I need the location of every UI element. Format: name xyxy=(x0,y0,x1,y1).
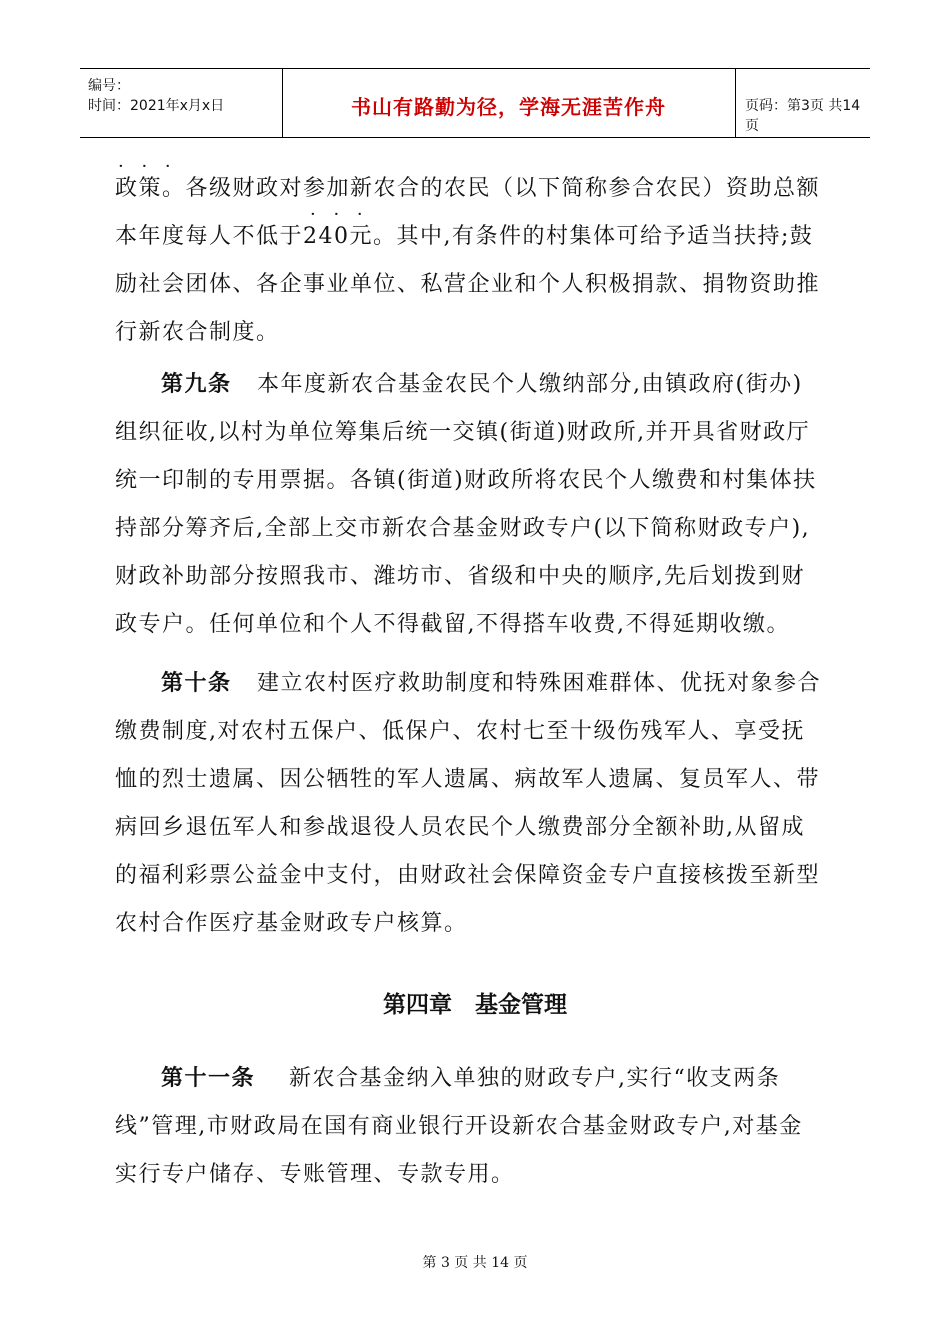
text-line: 实行专户储存、专账管理、专款专用。 xyxy=(115,1162,515,1187)
text-line: 建立农村医疗救助制度和特殊困难群体、优抚对象参合 xyxy=(257,671,822,696)
text-line: 政策。各级财政对参加新农合的农民（以下简称参合农民）资助总额 xyxy=(115,176,821,201)
article-11-label: 第十一条 xyxy=(161,1066,256,1091)
chapter-heading: 第四章 基金管理 xyxy=(383,992,567,1018)
text-line: 农村合作医疗基金财政专户核算。 xyxy=(115,911,468,936)
text-line: 的福利彩票公益金中支付，由财政社会保障资金专户直接核拨至新型 xyxy=(115,863,821,888)
text-line: 政专户。任何单位和个人不得截留,不得搭车收费,不得延期收缴。 xyxy=(115,612,790,637)
text-line: 持部分筹齐后,全部上交市新农合基金财政专户(以下简称财政专户), xyxy=(115,516,811,541)
text-line: 本年度每人不低于240元。其中,有条件的村集体可给予适当扶持;鼓 xyxy=(115,224,814,249)
article-11-first-line xyxy=(115,1055,835,1103)
article-9-first-line xyxy=(115,361,835,409)
article-10-first-line xyxy=(115,660,835,708)
document-number-label: 编号： xyxy=(88,78,130,94)
article-11 xyxy=(115,1055,835,1199)
text-line: 行新农合制度。 xyxy=(115,320,280,345)
article-10 xyxy=(115,660,835,948)
page-footer: 第 3 页 共 14 页 xyxy=(422,1255,528,1271)
text-line: 新农合基金纳入单独的财政专户,实行“收支两条 xyxy=(289,1066,781,1091)
text-line: 统一印制的专用票据。各镇(街道)财政所将农民个人缴费和村集体扶 xyxy=(115,468,817,493)
document-header xyxy=(80,68,870,138)
text-line: 缴费制度,对农村五保户、低保户、农村七至十级伤残军人、享受抚 xyxy=(115,719,805,744)
header-page-info: 页码：第3页 共14页 xyxy=(745,98,861,134)
article-10-label: 第十条 xyxy=(161,671,232,696)
text-line: 励社会团体、各企事业单位、私营企业和个人积极捐款、捐物资助推 xyxy=(115,272,821,297)
header-page-cell xyxy=(735,69,870,137)
text-line: 财政补助部分按照我市、潍坊市、省级和中央的顺序,先后划拨到财 xyxy=(115,564,805,589)
text-line: 病回乡退伍军人和参战退役人员农民个人缴费部分全额补助,从留成 xyxy=(115,815,805,840)
text-line: 线”管理,市财政局在国有商业银行开设新农合基金财政专户,对基金 xyxy=(115,1114,803,1139)
header-meta-cell xyxy=(80,69,283,137)
emphasis-dots: · · · xyxy=(310,204,369,225)
article-9-label: 第九条 xyxy=(161,372,232,397)
emphasis-dots: · · · xyxy=(118,156,177,177)
article-9 xyxy=(115,361,835,649)
text-line: 恤的烈士遗属、因公牺牲的军人遗属、病故军人遗属、复员军人、带 xyxy=(115,767,821,792)
text-line: 本年度新农合基金农民个人缴纳部分,由镇政府(街办) xyxy=(257,372,803,397)
document-date-label: 时间：2021年x月x日 xyxy=(88,98,225,114)
header-motto-cell xyxy=(282,69,736,137)
text-line: 组织征收,以村为单位筹集后统一交镇(街道)财政所,并开具省财政厅 xyxy=(115,420,811,445)
paragraph-funding-policy xyxy=(115,165,835,357)
header-motto: 书山有路勤为径，学海无涯苦作舟 xyxy=(351,95,666,119)
